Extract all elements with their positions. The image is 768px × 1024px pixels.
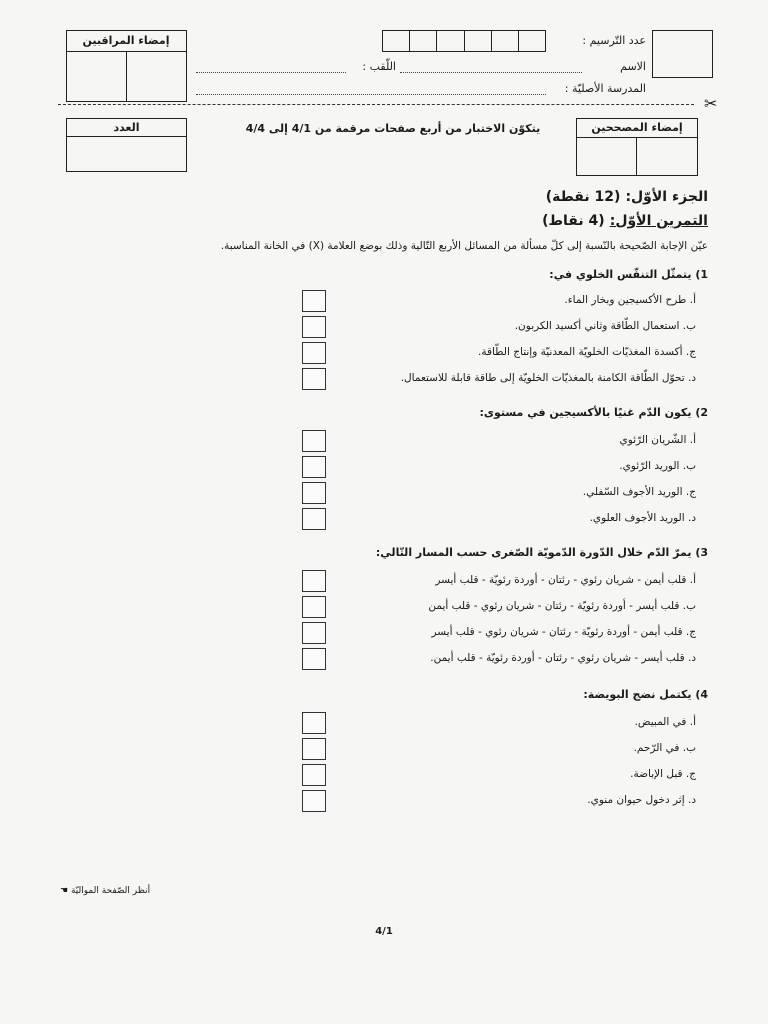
part-title: الجزء الأوّل: [625, 189, 708, 205]
question-number: 4) [695, 688, 708, 701]
answer-checkbox[interactable] [302, 430, 326, 452]
answer-checkbox[interactable] [302, 342, 326, 364]
scissors-icon: ✂ [704, 94, 718, 113]
answer-checkbox[interactable] [302, 622, 326, 644]
cut-line [58, 104, 694, 105]
part-heading [480, 186, 708, 205]
option-label: أ. في المبيض. [634, 716, 696, 728]
digit-box[interactable] [436, 30, 463, 52]
pointing-hand-icon: ☚ [60, 886, 69, 896]
exercise-title: التمرين الأوّل: [609, 213, 708, 229]
exercise-points: (4 نقاط) [542, 213, 605, 229]
digit-box[interactable] [409, 30, 436, 52]
answer-checkbox[interactable] [302, 290, 326, 312]
surname-label: اللّقب : [362, 60, 396, 73]
name-field-line[interactable] [400, 72, 582, 73]
answer-checkbox[interactable] [302, 648, 326, 670]
option-label: ب. الوريد الرّئوي. [619, 460, 696, 472]
question-3 [300, 546, 708, 559]
option-label: ب. قلب أيسر - أوردة رئويّة - رئتان - شريان رئوي - قلب أيمن [428, 600, 696, 612]
answer-checkbox[interactable] [302, 570, 326, 592]
answer-checkbox[interactable] [302, 596, 326, 618]
option-label: د. قلب أيسر - شريان رئوي - رئتان - أوردة رئويّة - قلب أيمن. [430, 652, 696, 664]
option-label: أ. الشّريان الرّئوي [619, 434, 696, 446]
exam-notice: يتكوّن الاختبار من أربع صفحات مرقمة من 4/1 إلى 4/4 [245, 122, 541, 135]
grade-label: العدد [113, 121, 140, 134]
question-text: يمرّ الدّم خلال الدّورة الدّمويّة الصّغرى حسب المسار التّالي: [375, 546, 692, 559]
question-text: يكون الدّم غنيًا بالأكسيجين في مستوى: [479, 406, 692, 419]
correctors-column-divider [636, 137, 637, 176]
question-number: 2) [695, 406, 708, 419]
supervisors-signature-label: إمضاء المراقبين [82, 34, 170, 47]
answer-checkbox[interactable] [302, 712, 326, 734]
option-label: د. تحوّل الطّاقة الكامنة بالمغذيّات الخلويّة إلى طاقة قابلة للاستعمال. [400, 372, 696, 384]
option-label: أ. قلب أيمن - شريان رئوي - رئتان - أوردة رئويّة - قلب أيسر [435, 574, 696, 586]
question-2 [380, 406, 708, 419]
grade-header-divider [66, 136, 187, 137]
option-label: ب. استعمال الطّاقة وثاني أكسيد الكربون. [514, 320, 696, 332]
school-field-line[interactable] [196, 94, 546, 95]
registration-number-label: عدد التّرسيم : [582, 34, 646, 47]
digit-box[interactable] [491, 30, 518, 52]
question-text: يكتمل نضج البويضة: [583, 688, 692, 701]
name-label: الاسم [620, 60, 646, 73]
option-label: ج. قلب أيمن - أوردة رئويّة - رئتان - شريان رئوي - قلب أيسر [431, 626, 696, 638]
correctors-header-divider [576, 137, 698, 138]
answer-checkbox[interactable] [302, 368, 326, 390]
option-label: ج. أكسدة المغذيّات الخلويّة المعدنيّة وإنتاج الطّاقة. [477, 346, 696, 358]
question-number: 1) [695, 268, 708, 281]
option-label: د. الوريد الأجوف العلوي. [589, 512, 696, 524]
option-label: ب. في الرّحم. [633, 742, 696, 754]
option-label: د. إثر دخول حيوان منوي. [587, 794, 696, 806]
digit-box[interactable] [382, 30, 409, 52]
answer-checkbox[interactable] [302, 764, 326, 786]
exercise-heading [480, 210, 708, 229]
answer-checkbox[interactable] [302, 508, 326, 530]
school-label: المدرسة الأصليّة : [564, 82, 646, 95]
correctors-signature-label: إمضاء المصححين [591, 121, 683, 134]
next-page-text: أنظر الصّفحة المواليّة [70, 886, 151, 896]
instructions: عيّن الإجابة الصّحيحة بالنّسبة إلى كلّ مسألة من المسائل الأربع التّالية وذلك بوضع العلامة (X) في الخانة المناسبة. [220, 240, 708, 252]
question-text: يتمثّل التنفّس الخلوي في: [549, 268, 692, 281]
surname-field-line[interactable] [196, 72, 346, 73]
registration-number-boxes[interactable] [382, 30, 546, 52]
question-number: 3) [695, 546, 708, 559]
digit-box[interactable] [464, 30, 491, 52]
answer-checkbox[interactable] [302, 790, 326, 812]
part-points: (12 نقطة) [545, 189, 621, 205]
question-4 [380, 688, 708, 701]
answer-checkbox[interactable] [302, 456, 326, 478]
option-label: ج. قبل الإباضة. [630, 768, 696, 780]
answer-checkbox[interactable] [302, 316, 326, 338]
photo-box [652, 30, 713, 78]
option-label: أ. طرح الأكسيجين وبخار الماء. [564, 294, 696, 306]
question-1 [380, 268, 708, 281]
supervisors-column-divider [126, 51, 127, 102]
answer-checkbox[interactable] [302, 482, 326, 504]
next-page-note [60, 886, 210, 896]
digit-box[interactable] [518, 30, 546, 52]
page-number: 4/1 [375, 926, 393, 937]
option-label: ج. الوريد الأجوف السّفلي. [582, 486, 696, 498]
answer-checkbox[interactable] [302, 738, 326, 760]
